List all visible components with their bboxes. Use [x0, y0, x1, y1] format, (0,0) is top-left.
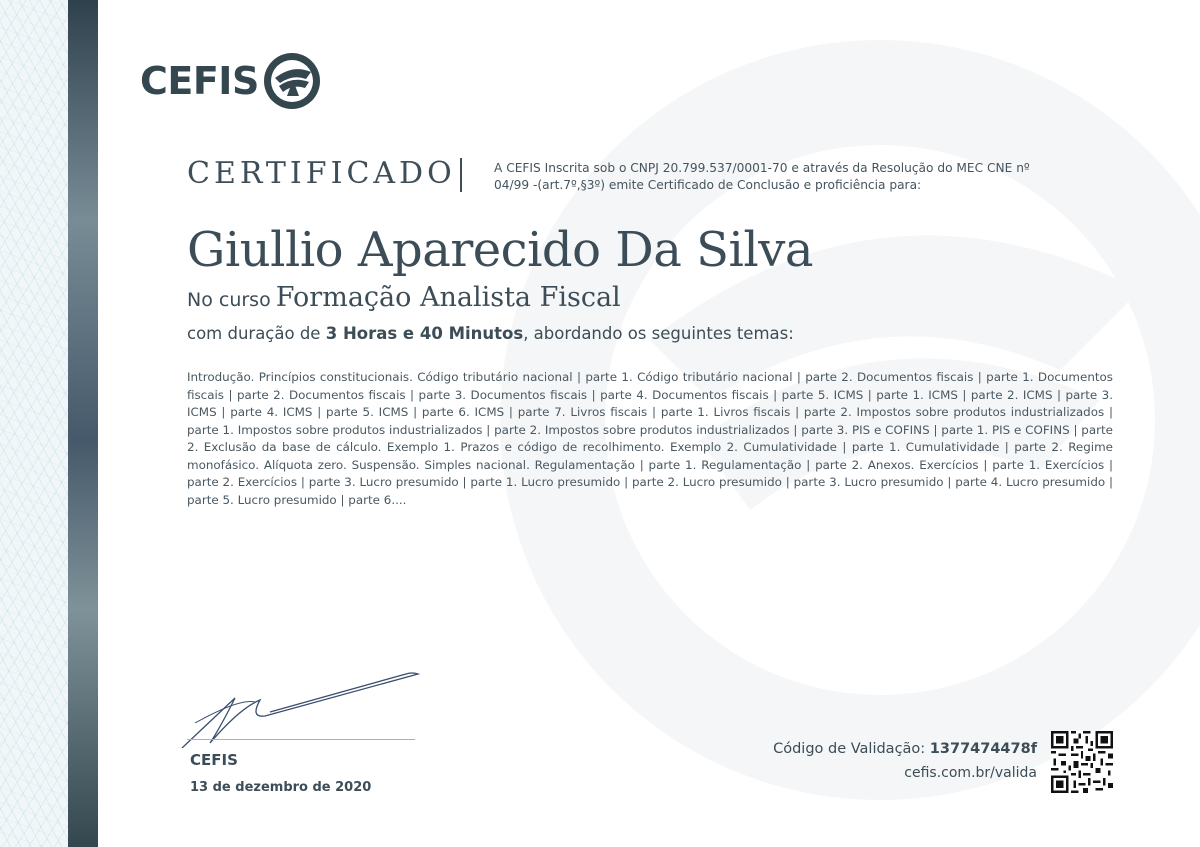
duration-line [187, 324, 794, 343]
signatory-name: CEFIS [190, 751, 238, 769]
signature-scribble [180, 668, 420, 748]
qr-code-icon [1051, 731, 1113, 793]
logo-text: CEFIS [140, 59, 259, 103]
logo-emblem-icon [263, 52, 321, 110]
issue-date: 13 de dezembro de 2020 [190, 780, 372, 795]
title-divider [460, 158, 462, 192]
decorative-gradient-bar [68, 0, 98, 847]
validation-code-line [773, 739, 1037, 759]
validation-url[interactable]: cefis.com.br/valida [904, 765, 1037, 781]
issuer-statement: A CEFIS Inscrita sob o CNPJ 20.799.537/0001-70 e através da Resolução do MEC CNE nº 04/99 -(art.7º,§3º) emite Certificado de Conclusão e proficiência para: [494, 161, 1030, 192]
duration-value: 3 Horas e 40 Minutos [325, 324, 524, 343]
course-name: Formação Analista Fiscal [275, 282, 621, 313]
cefis-logo [140, 52, 321, 110]
course-line [187, 282, 621, 313]
duration-suffix: , abordando os seguintes temas: [523, 324, 794, 343]
certificate-title: CERTIFICADO [187, 156, 456, 191]
student-name: Giullio Aparecido Da Silva [187, 222, 813, 278]
validation-label: Código de Validação: [773, 741, 926, 757]
signature-line [187, 739, 415, 740]
course-topics: Introdução. Princípios constitucionais. Código tributário nacional | parte 1. Código tributário nacional | parte 2. Documentos fiscais | parte 1. Documentos fiscais | parte 2. Documentos fiscais | parte 3. Documentos fiscais | parte 4. Documentos fiscais | parte 5. ICMS | parte 1. ICMS | parte 2. ICMS | parte 3. ICMS | parte 4. ICMS | parte 5. ICMS | parte 6. ICMS | parte 7. Livros fiscais | parte 1. Livros fiscais | parte 2. Impostos sobre produtos industrializados | parte 1. Impostos sobre produtos industrializados | parte 2. Impostos sobre produtos industrializados | parte 3. PIS e COFINS | parte 1. PIS e COFINS | parte 2. Exclusão da base de cálculo. Exemplo 1. Prazos e código de recolhimento. Exemplo 2. Cumulatividade | parte 1. Cumulatividade | parte 2. Regime monofásico. Alíquota zero. Suspensão. Simples nacional. Regulamentação | parte 1. Regulamentação | parte 2. Anexos. Exercícios | parte 1. Exercícios | parte 2. Exercícios | parte 3. Lucro presumido | parte 1. Lucro presumido | parte 2. Lucro presumido | parte 3. Lucro presumido | parte 4. Lucro presumido | parte 5. Lucro presumido | parte 6.... [187, 370, 1113, 507]
course-prefix: No curso [187, 289, 271, 311]
duration-prefix: com duração de [187, 324, 321, 343]
validation-code: 1377474478f [929, 741, 1037, 757]
validation-block [773, 739, 1037, 781]
decorative-pattern-strip [0, 0, 68, 847]
